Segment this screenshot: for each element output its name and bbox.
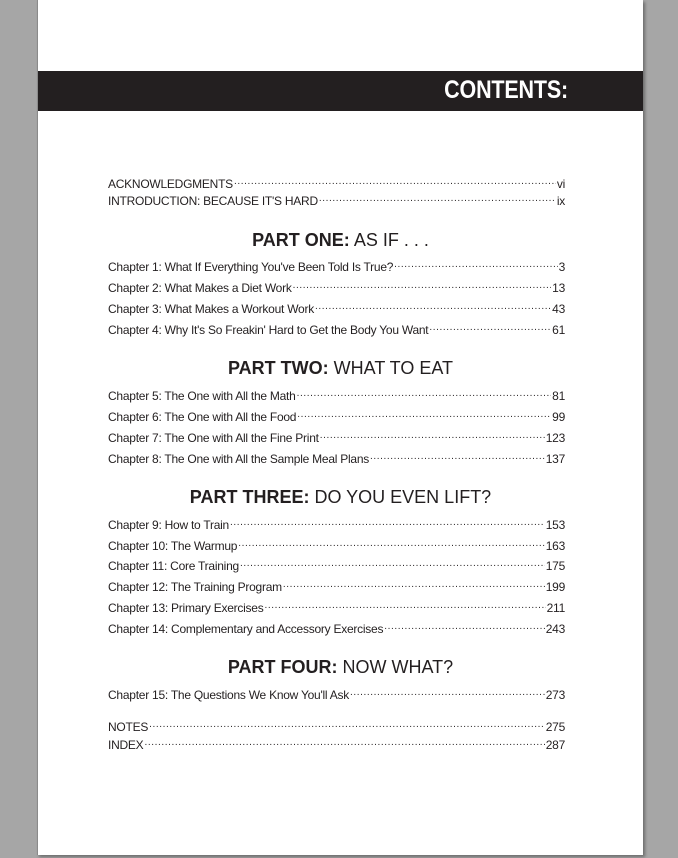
part-number: PART FOUR: <box>227 657 338 677</box>
toc-entry-label: Chapter 11: Core Training <box>108 559 239 573</box>
toc-entry-page: 163 <box>545 539 565 553</box>
part-number: PART THREE: <box>189 487 310 507</box>
toc-entry-chapter-11[interactable] <box>108 558 565 573</box>
toc-entry-acknowledgments[interactable] <box>108 176 565 191</box>
toc-entry-chapter-12[interactable] <box>108 579 565 594</box>
toc-entry-label: NOTES <box>108 720 149 734</box>
toc-entry-chapter-13[interactable] <box>108 600 565 615</box>
toc-entry-chapter-9[interactable] <box>108 517 565 532</box>
toc-entry-page: 13 <box>552 281 565 295</box>
dot-leader <box>384 621 545 633</box>
toc-entry-page: 61 <box>552 323 565 337</box>
toc-entry-chapter-15[interactable] <box>108 687 565 702</box>
toc-entry-index[interactable] <box>108 737 565 752</box>
dot-leader <box>315 301 551 313</box>
toc-entry-notes[interactable] <box>108 719 565 734</box>
toc-entry-label: INDEX <box>108 738 144 752</box>
dot-leader <box>319 193 556 205</box>
toc-entry-label: ACKNOWLEDGMENTS <box>108 177 233 191</box>
toc-entry-chapter-14[interactable] <box>108 621 565 636</box>
part-subtitle: WHAT TO EAT <box>333 358 454 378</box>
toc-entry-page: 199 <box>545 580 565 594</box>
toc-entry-label: Chapter 12: The Training Program <box>108 580 282 594</box>
toc-entry-page: 175 <box>545 559 565 573</box>
toc-entry-label: Chapter 15: The Questions We Know You'll Ask <box>108 688 349 702</box>
toc-entry-chapter-3[interactable] <box>108 301 565 316</box>
dot-leader <box>238 538 544 550</box>
toc-entry-page: 43 <box>552 302 565 316</box>
toc-entry-page: vi <box>556 177 565 191</box>
toc-entry-page: 81 <box>552 389 565 403</box>
toc-entry-page: 137 <box>545 452 565 466</box>
toc-entry-page: 3 <box>558 260 565 274</box>
part-subtitle: DO YOU EVEN LIFT? <box>314 487 492 507</box>
toc-entry-chapter-6[interactable] <box>108 409 565 424</box>
toc-entry-label: Chapter 3: What Makes a Workout Work <box>108 302 314 316</box>
dot-leader <box>240 558 545 570</box>
toc-entry-page: 211 <box>546 601 565 615</box>
toc-entry-label: Chapter 2: What Makes a Diet Work <box>108 281 292 295</box>
toc-entry-page: 243 <box>545 622 565 636</box>
page-title: CONTENTS: <box>444 76 568 104</box>
toc-entry-page: 99 <box>552 410 565 424</box>
toc-entry-label: Chapter 10: The Warmup <box>108 539 238 553</box>
toc-entry-chapter-2[interactable] <box>108 280 565 295</box>
dot-leader <box>320 430 545 442</box>
toc-entry-page: ix <box>556 194 565 208</box>
toc-entry-chapter-8[interactable] <box>108 451 565 466</box>
toc-entry-page: 123 <box>545 431 565 445</box>
part-two-heading <box>38 357 643 379</box>
toc-entry-page: 275 <box>545 720 565 734</box>
part-number: PART TWO: <box>227 358 329 378</box>
toc-entry-chapter-1[interactable] <box>108 259 565 274</box>
part-one-heading <box>38 229 643 251</box>
dot-leader <box>283 579 545 591</box>
dot-leader <box>293 280 552 292</box>
toc-entry-label: Chapter 5: The One with All the Math <box>108 389 296 403</box>
dot-leader <box>429 322 551 334</box>
part-subtitle: NOW WHAT? <box>342 657 454 677</box>
dot-leader <box>394 259 557 271</box>
toc-entry-label: Chapter 8: The One with All the Sample Meal Plans <box>108 452 370 466</box>
document-page <box>37 0 643 855</box>
dot-leader <box>370 451 545 463</box>
toc-entry-chapter-5[interactable] <box>108 388 565 403</box>
toc-entry-label: Chapter 7: The One with All the Fine Print <box>108 431 319 445</box>
dot-leader <box>144 737 544 749</box>
toc-entry-label: Chapter 13: Primary Exercises <box>108 601 264 615</box>
toc-entry-page: 153 <box>545 518 565 532</box>
dot-leader <box>230 517 545 529</box>
dot-leader <box>264 600 545 612</box>
dot-leader <box>297 388 552 400</box>
toc-entry-chapter-7[interactable] <box>108 430 565 445</box>
contents-banner <box>38 71 643 111</box>
part-three-heading <box>38 486 643 508</box>
toc-entry-label: Chapter 14: Complementary and Accessory Exercises <box>108 622 384 636</box>
dot-leader <box>350 687 545 699</box>
part-number: PART ONE: <box>252 230 350 250</box>
dot-leader <box>234 176 556 188</box>
part-four-heading <box>38 656 643 678</box>
dot-leader <box>149 719 545 731</box>
toc-entry-page: 273 <box>545 688 565 702</box>
toc-entry-page: 287 <box>545 738 565 752</box>
toc-entry-chapter-4[interactable] <box>108 322 565 337</box>
toc-entry-chapter-10[interactable] <box>108 538 565 553</box>
toc-entry-label: Chapter 1: What If Everything You've Been Told Is True? <box>108 260 394 274</box>
toc-entry-label: Chapter 4: Why It's So Freakin' Hard to Get the Body You Want <box>108 323 429 337</box>
toc-entry-label: INTRODUCTION: BECAUSE IT'S HARD <box>108 194 318 208</box>
toc-entry-label: Chapter 9: How to Train <box>108 518 229 532</box>
toc-entry-label: Chapter 6: The One with All the Food <box>108 410 297 424</box>
part-subtitle: AS IF . . . <box>353 230 429 250</box>
toc-entry-introduction[interactable] <box>108 193 565 208</box>
dot-leader <box>297 409 551 421</box>
